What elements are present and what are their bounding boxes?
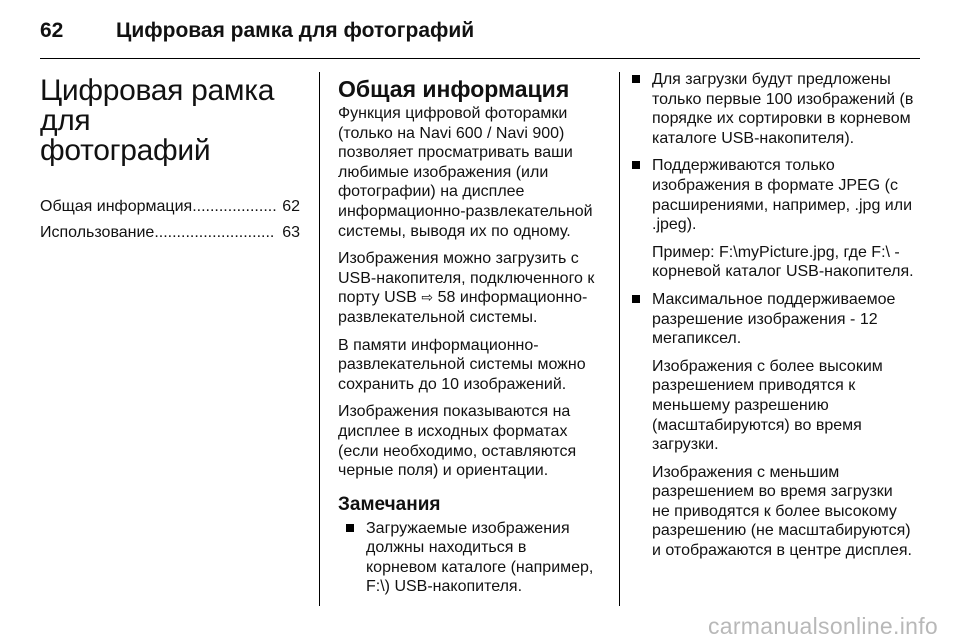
note-text: Изображения с более высоким разрешением приводятся к меньшему разрешению (масштабируются) во время загрузки. [652, 357, 883, 454]
paragraph-display: Изображения показываются на дисплее в исходных форматах (если необходимо, оставляются черные поля) и ориентации. [338, 403, 577, 480]
toc-page: 62 [282, 198, 300, 215]
page-header [40, 14, 474, 48]
note-item [624, 156, 914, 282]
running-title: Цифровая рамка для фотографий [116, 19, 475, 42]
note-text: Пример: F:\myPicture.jpg, где F:\ - корневой каталог USB-накопителя. [652, 243, 914, 281]
bullet-square-icon [632, 75, 640, 83]
paragraph-usb-text: Изображения можно загрузить с USB-накопителя, подключенного к порту USB [338, 250, 595, 307]
toc-page: 63 [282, 224, 300, 241]
toc-entry-usage[interactable] [40, 220, 300, 246]
bullet-square-icon [632, 161, 640, 169]
notes-column [624, 70, 914, 569]
note-item [338, 519, 600, 597]
bullet-square-icon [632, 295, 640, 303]
header-rule [40, 58, 920, 59]
note-text: Максимальное поддерживаемое разрешение изображения - 12 мегапиксел. [652, 290, 896, 348]
page-number: 62 [40, 19, 64, 42]
toc-label: Общая информация [40, 198, 193, 215]
watermark: carmanualsonline.info [707, 613, 938, 639]
chapter-title [40, 76, 300, 166]
notes-title: Замечания [338, 493, 441, 515]
section-title: Общая информация [338, 76, 570, 102]
paragraph-usb [338, 249, 600, 327]
note-text: Для загрузки будут предложены только первые 100 изображений (в порядке их сортировки в корневом каталоге USB-накопителя). [652, 71, 914, 147]
chapter-column [40, 70, 300, 246]
chapter-title-line-1: Цифровая рамка для [40, 74, 275, 137]
column-divider-right [619, 72, 620, 606]
chapter-title-line-2: фотографий [40, 134, 211, 167]
bullet-square-icon [346, 524, 354, 532]
paragraph-usb-ref: 58 информационно-развлекательной системы. [338, 289, 588, 326]
column-divider-left [319, 72, 320, 606]
toc-entry-general[interactable] [40, 194, 300, 220]
arrow-reference-icon: ⇨ [421, 289, 434, 306]
note-text: Загружаемые изображения должны находиться в корневом каталоге (например, F:\) USB-накопителя. [366, 519, 594, 596]
note-item [624, 290, 914, 561]
toc-label: Использование [40, 224, 155, 241]
note-text: Поддерживаются только изображения в формате JPEG (с расширениями, например, .jpg или .jpeg). [652, 157, 913, 234]
section-column [338, 70, 600, 605]
toc-dots: ................... [192, 198, 277, 215]
note-item [624, 70, 914, 148]
note-text: Изображения с меньшим разрешением во время загрузки не приводятся к более высокому разрешению (не масштабируются) и отображаются в центре дисплея. [652, 463, 912, 560]
paragraph-intro: Функция цифровой фоторамки (только на Navi 600 / Navi 900) позволяет просматривать ваши любимые изображения (или фотографии) на дисплее информационно-развлекательной системы, выводя их по одному. [338, 105, 593, 240]
paragraph-memory: В памяти информационно-развлекательной системы можно сохранить до 10 изображений. [338, 336, 586, 393]
toc-dots: ........................... [154, 224, 275, 241]
